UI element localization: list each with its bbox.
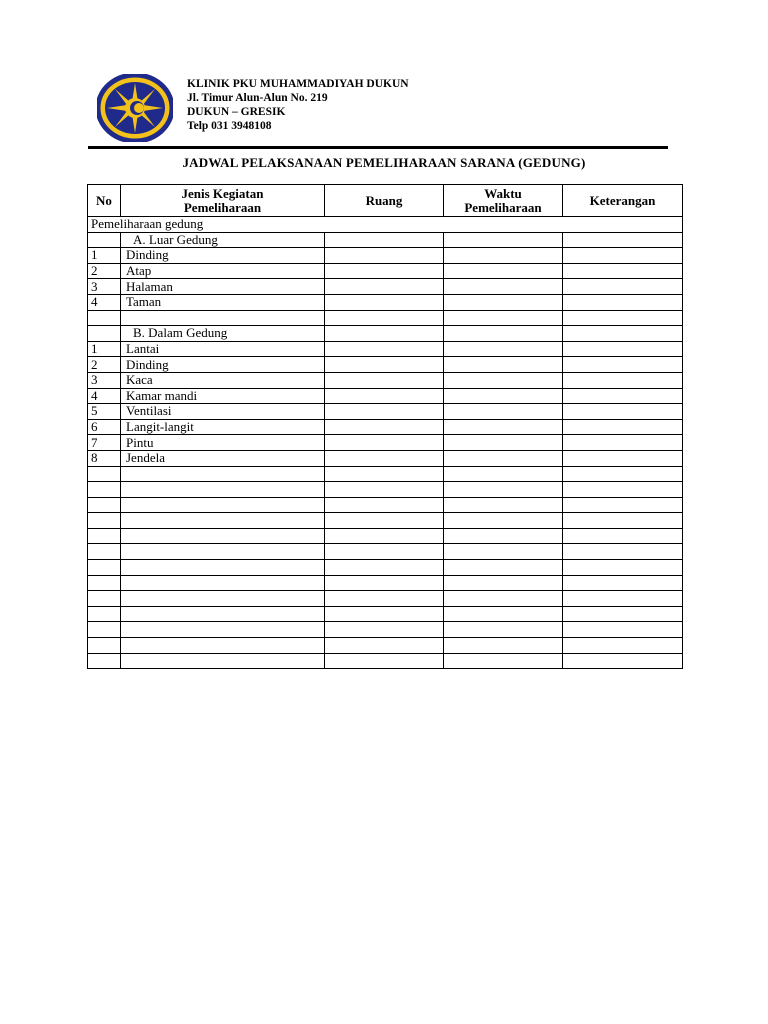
ruang-cell (325, 357, 444, 373)
empty-cell (88, 544, 121, 560)
empty-cell (563, 528, 683, 544)
ruang-cell (325, 419, 444, 435)
empty-row (88, 528, 683, 544)
empty-cell (563, 606, 683, 622)
keterangan-cell (563, 232, 683, 248)
clinic-address: Jl. Timur Alun-Alun No. 219 (187, 92, 328, 104)
row-item: Dinding (121, 248, 325, 264)
empty-row (88, 544, 683, 560)
waktu-cell (444, 248, 563, 264)
keterangan-cell (563, 404, 683, 420)
ruang-cell (325, 435, 444, 451)
row-item: Lantai (121, 341, 325, 357)
empty-cell (325, 638, 444, 654)
header-jenis (121, 185, 325, 217)
ruang-cell (325, 372, 444, 388)
empty-cell (88, 591, 121, 607)
empty-row (88, 513, 683, 529)
empty-cell (88, 606, 121, 622)
empty-cell (121, 560, 325, 576)
keterangan-cell (563, 263, 683, 279)
empty-cell (444, 606, 563, 622)
empty-cell (325, 310, 444, 326)
ruang-cell (325, 450, 444, 466)
spacer-row (88, 310, 683, 326)
table-row (88, 279, 683, 295)
empty-cell (88, 528, 121, 544)
header-waktu-line2: Pemeliharaan (464, 199, 542, 215)
row-no: 3 (88, 372, 121, 388)
empty-row (88, 653, 683, 669)
empty-cell (444, 513, 563, 529)
waktu-cell (444, 263, 563, 279)
empty-cell (563, 575, 683, 591)
empty-cell (121, 622, 325, 638)
clinic-header (187, 77, 409, 133)
keterangan-cell (563, 326, 683, 342)
empty-cell (88, 466, 121, 482)
row-no: 8 (88, 450, 121, 466)
empty-cell (444, 638, 563, 654)
empty-cell (325, 482, 444, 498)
row-no: 4 (88, 388, 121, 404)
empty-cell (325, 653, 444, 669)
empty-cell (563, 544, 683, 560)
header-divider (88, 146, 668, 149)
row-no: 5 (88, 404, 121, 420)
empty-row (88, 560, 683, 576)
header-jenis-line1: Jenis Kegiatan (181, 185, 264, 201)
row-item: Halaman (121, 279, 325, 295)
empty-row (88, 638, 683, 654)
empty-cell (88, 497, 121, 513)
keterangan-cell (563, 294, 683, 310)
group-row (88, 232, 683, 248)
row-no: 3 (88, 279, 121, 295)
row-item: Dinding (121, 357, 325, 373)
row-item: Taman (121, 294, 325, 310)
clinic-phone: Telp 031 3948108 (187, 120, 272, 132)
empty-cell (325, 606, 444, 622)
keterangan-cell (563, 341, 683, 357)
empty-row (88, 591, 683, 607)
empty-cell (325, 528, 444, 544)
empty-cell (563, 513, 683, 529)
waktu-cell (444, 326, 563, 342)
empty-cell (121, 513, 325, 529)
keterangan-cell (563, 419, 683, 435)
empty-cell (88, 310, 121, 326)
empty-cell (121, 528, 325, 544)
row-no: 6 (88, 419, 121, 435)
empty-cell (121, 638, 325, 654)
empty-cell (121, 653, 325, 669)
empty-cell (444, 575, 563, 591)
waktu-cell (444, 294, 563, 310)
waktu-cell (444, 341, 563, 357)
ruang-cell (325, 404, 444, 420)
empty-cell (563, 560, 683, 576)
empty-cell (325, 544, 444, 560)
group-no-cell (88, 232, 121, 248)
row-item: Atap (121, 263, 325, 279)
table-row (88, 294, 683, 310)
ruang-cell (325, 248, 444, 264)
header-waktu-line1: Waktu (484, 185, 522, 201)
table-row (88, 372, 683, 388)
empty-cell (563, 482, 683, 498)
empty-cell (88, 575, 121, 591)
table-row (88, 450, 683, 466)
empty-cell (563, 653, 683, 669)
row-no: 7 (88, 435, 121, 451)
empty-cell (88, 513, 121, 529)
empty-cell (325, 513, 444, 529)
empty-cell (563, 622, 683, 638)
table-row (88, 263, 683, 279)
group-no-cell (88, 326, 121, 342)
empty-cell (121, 606, 325, 622)
ruang-cell (325, 341, 444, 357)
header-ruang: Ruang (325, 185, 444, 217)
row-no: 2 (88, 357, 121, 373)
row-item: Jendela (121, 450, 325, 466)
table-row (88, 341, 683, 357)
waktu-cell (444, 279, 563, 295)
waktu-cell (444, 357, 563, 373)
ruang-cell (325, 279, 444, 295)
table-row (88, 388, 683, 404)
document-title: JADWAL PELAKSANAAN PEMELIHARAAN SARANA (GEDUNG) (182, 155, 586, 170)
empty-cell (88, 653, 121, 669)
empty-row (88, 622, 683, 638)
empty-cell (444, 310, 563, 326)
row-no: 2 (88, 263, 121, 279)
empty-cell (563, 466, 683, 482)
table-row (88, 248, 683, 264)
header-keterangan: Keterangan (563, 185, 683, 217)
empty-cell (444, 560, 563, 576)
empty-cell (444, 622, 563, 638)
empty-cell (325, 575, 444, 591)
table-row (88, 357, 683, 373)
keterangan-cell (563, 388, 683, 404)
waktu-cell (444, 419, 563, 435)
empty-cell (444, 591, 563, 607)
empty-cell (88, 482, 121, 498)
empty-cell (563, 591, 683, 607)
row-item: Langit-langit (121, 419, 325, 435)
keterangan-cell (563, 435, 683, 451)
empty-cell (563, 310, 683, 326)
empty-cell (325, 622, 444, 638)
empty-row (88, 466, 683, 482)
empty-cell (121, 482, 325, 498)
ruang-cell (325, 232, 444, 248)
clinic-logo (97, 74, 173, 142)
empty-cell (444, 653, 563, 669)
row-item: Pintu (121, 435, 325, 451)
empty-cell (325, 497, 444, 513)
waktu-cell (444, 372, 563, 388)
empty-cell (444, 482, 563, 498)
group-b-label: B. Dalam Gedung (121, 326, 325, 342)
clinic-city: DUKUN – GRESIK (187, 106, 286, 118)
section-row (88, 217, 683, 233)
keterangan-cell (563, 372, 683, 388)
empty-row (88, 482, 683, 498)
empty-cell (121, 591, 325, 607)
keterangan-cell (563, 279, 683, 295)
table-row (88, 404, 683, 420)
keterangan-cell (563, 450, 683, 466)
ruang-cell (325, 388, 444, 404)
row-item: Kaca (121, 372, 325, 388)
empty-cell (121, 575, 325, 591)
empty-cell (121, 497, 325, 513)
maintenance-schedule-table (87, 184, 683, 669)
table-header-row (88, 185, 683, 217)
group-row (88, 326, 683, 342)
table-row (88, 419, 683, 435)
empty-row (88, 497, 683, 513)
group-a-label: A. Luar Gedung (121, 232, 325, 248)
empty-cell (444, 544, 563, 560)
ruang-cell (325, 326, 444, 342)
empty-cell (121, 310, 325, 326)
waktu-cell (444, 435, 563, 451)
header-jenis-line2: Pemeliharaan (183, 199, 262, 215)
waktu-cell (444, 404, 563, 420)
header-waktu (444, 185, 563, 217)
empty-cell (563, 638, 683, 654)
empty-cell (444, 497, 563, 513)
ruang-cell (325, 294, 444, 310)
row-item: Ventilasi (121, 404, 325, 420)
row-no: 1 (88, 341, 121, 357)
section-title: Pemeliharaan gedung (88, 217, 683, 233)
empty-cell (121, 466, 325, 482)
row-no: 1 (88, 248, 121, 264)
empty-cell (444, 466, 563, 482)
empty-cell (325, 560, 444, 576)
waktu-cell (444, 232, 563, 248)
keterangan-cell (563, 248, 683, 264)
empty-cell (444, 528, 563, 544)
clinic-name: KLINIK PKU MUHAMMADIYAH DUKUN (187, 78, 409, 90)
empty-cell (563, 497, 683, 513)
empty-cell (121, 544, 325, 560)
empty-cell (88, 638, 121, 654)
empty-row (88, 575, 683, 591)
ruang-cell (325, 263, 444, 279)
empty-row (88, 606, 683, 622)
empty-cell (88, 622, 121, 638)
empty-cell (325, 466, 444, 482)
header-no: No (88, 185, 121, 217)
keterangan-cell (563, 357, 683, 373)
table-row (88, 435, 683, 451)
waktu-cell (444, 450, 563, 466)
empty-cell (88, 560, 121, 576)
empty-cell (325, 591, 444, 607)
row-no: 4 (88, 294, 121, 310)
waktu-cell (444, 388, 563, 404)
row-item: Kamar mandi (121, 388, 325, 404)
